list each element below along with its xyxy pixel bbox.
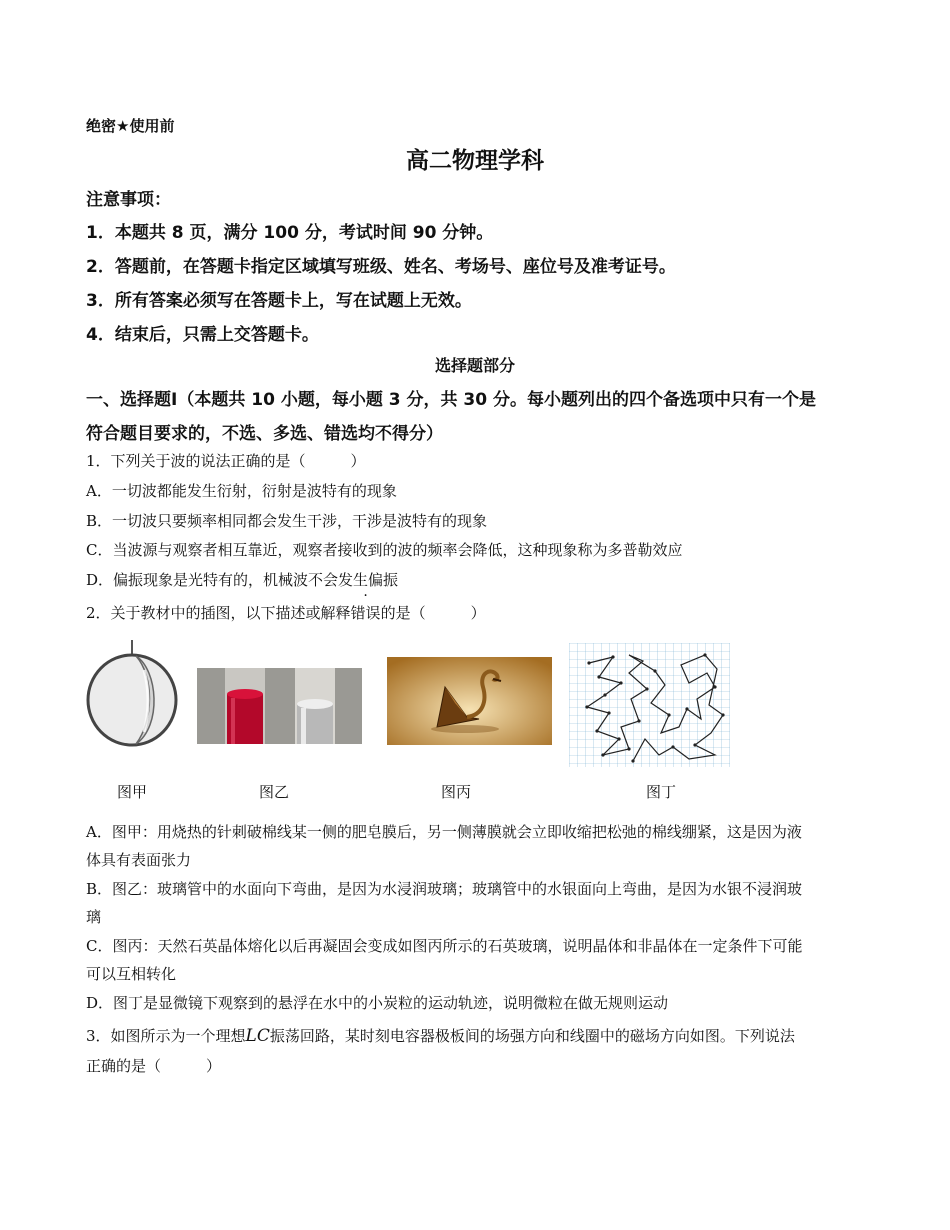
- note-item-4: 4．结束后，只需上交答题卡。: [86, 325, 319, 345]
- q2-option-a-line2: 体具有表面张力: [86, 851, 192, 869]
- q3-stem-line1: [86, 1025, 795, 1046]
- figure-jia-soap-film-loop: [84, 640, 180, 750]
- q3-lc-symbol: LC: [245, 1026, 270, 1046]
- q2-option-b-line1: B．图乙：玻璃管中的水面向下弯曲，是因为水浸润玻璃；玻璃管中的水银面向上弯曲，是因为水银不浸润玻: [86, 880, 803, 898]
- q2-option-d: D．图丁是显微镜下观察到的悬浮在水中的小炭粒的运动轨迹，说明微粒在做无规则运动: [86, 994, 669, 1012]
- q2-stem-pre: 2．关于教材中的插图，以下描述或解释: [86, 604, 351, 622]
- q3-stem-pre: 3．如图所示为一个理想: [86, 1027, 246, 1045]
- q3-stem-line2: 正确的是（ ）: [86, 1057, 222, 1075]
- q2-option-a-line1: A．图甲：用烧热的针刺破棉线某一侧的肥皂膜后，另一侧薄膜就会立即收缩把松弛的棉线绷紧，这是因为液: [86, 823, 802, 841]
- page-title: 高二物理学科: [406, 148, 544, 174]
- notes-heading: 注意事项：: [86, 190, 171, 210]
- q2-option-c-line2: 可以互相转化: [86, 965, 177, 983]
- note-item-2: 2．答题前，在答题卡指定区域填写班级、姓名、考场号、座位号及准考证号。: [86, 257, 676, 277]
- q1-option-c: C．当波源与观察者相互靠近，观察者接收到的波的频率会降低，这种现象称为多普勒效应: [86, 541, 683, 559]
- caption-figure-ding: 图丁: [646, 783, 677, 801]
- q3-stem-post: 振荡回路，某时刻电容器极板间的场强方向和线圈中的磁场方向如图。下列说法: [269, 1027, 795, 1045]
- confidential-label: 绝密★使用前: [86, 117, 175, 135]
- figure-bing-quartz-swan: [387, 657, 552, 745]
- caption-figure-jia: 图甲: [117, 783, 148, 801]
- q1-option-b: B．一切波只要频率相同都会发生干涉，干涉是波特有的现象: [86, 512, 488, 530]
- caption-figure-yi: 图乙: [259, 783, 290, 801]
- q2-stem-emphasis: 错误: [350, 604, 381, 622]
- q1-option-a: A．一切波都能发生衍射，衍射是波特有的现象: [86, 482, 397, 500]
- figure-yi-glass-tubes: [197, 668, 362, 744]
- q2-option-b-line2: 璃: [86, 908, 102, 926]
- section-title: 选择题部分: [434, 356, 515, 375]
- q2-stem-post: 的是（ ）: [380, 604, 486, 622]
- note-item-3: 3．所有答案必须写在答题卡上，写在试题上无效。: [86, 291, 472, 311]
- part1-instruction-line2: 符合题目要求的，不选、多选、错选均不得分）: [86, 424, 443, 444]
- q2-stem: [86, 602, 486, 623]
- figure-ding-brownian-motion: [569, 643, 730, 767]
- caption-figure-bing: 图丙: [441, 783, 472, 801]
- q1-stem: 1．下列关于波的说法正确的是（ ）: [86, 452, 366, 470]
- note-item-1: 1．本题共 8 页，满分 100 分，考试时间 90 分钟。: [86, 223, 494, 243]
- q2-option-c-line1: C．图丙：天然石英晶体熔化以后再凝固会变成如图丙所示的石英玻璃，说明晶体和非晶体在一定条件下可能: [86, 937, 803, 955]
- part1-instruction-line1: 一、选择题Ⅰ（本题共 10 小题，每小题 3 分，共 30 分。每小题列出的四个备选项中只有一个是: [86, 390, 816, 410]
- q1-option-d: D．偏振现象是光特有的，机械波不会发生偏振: [86, 571, 399, 589]
